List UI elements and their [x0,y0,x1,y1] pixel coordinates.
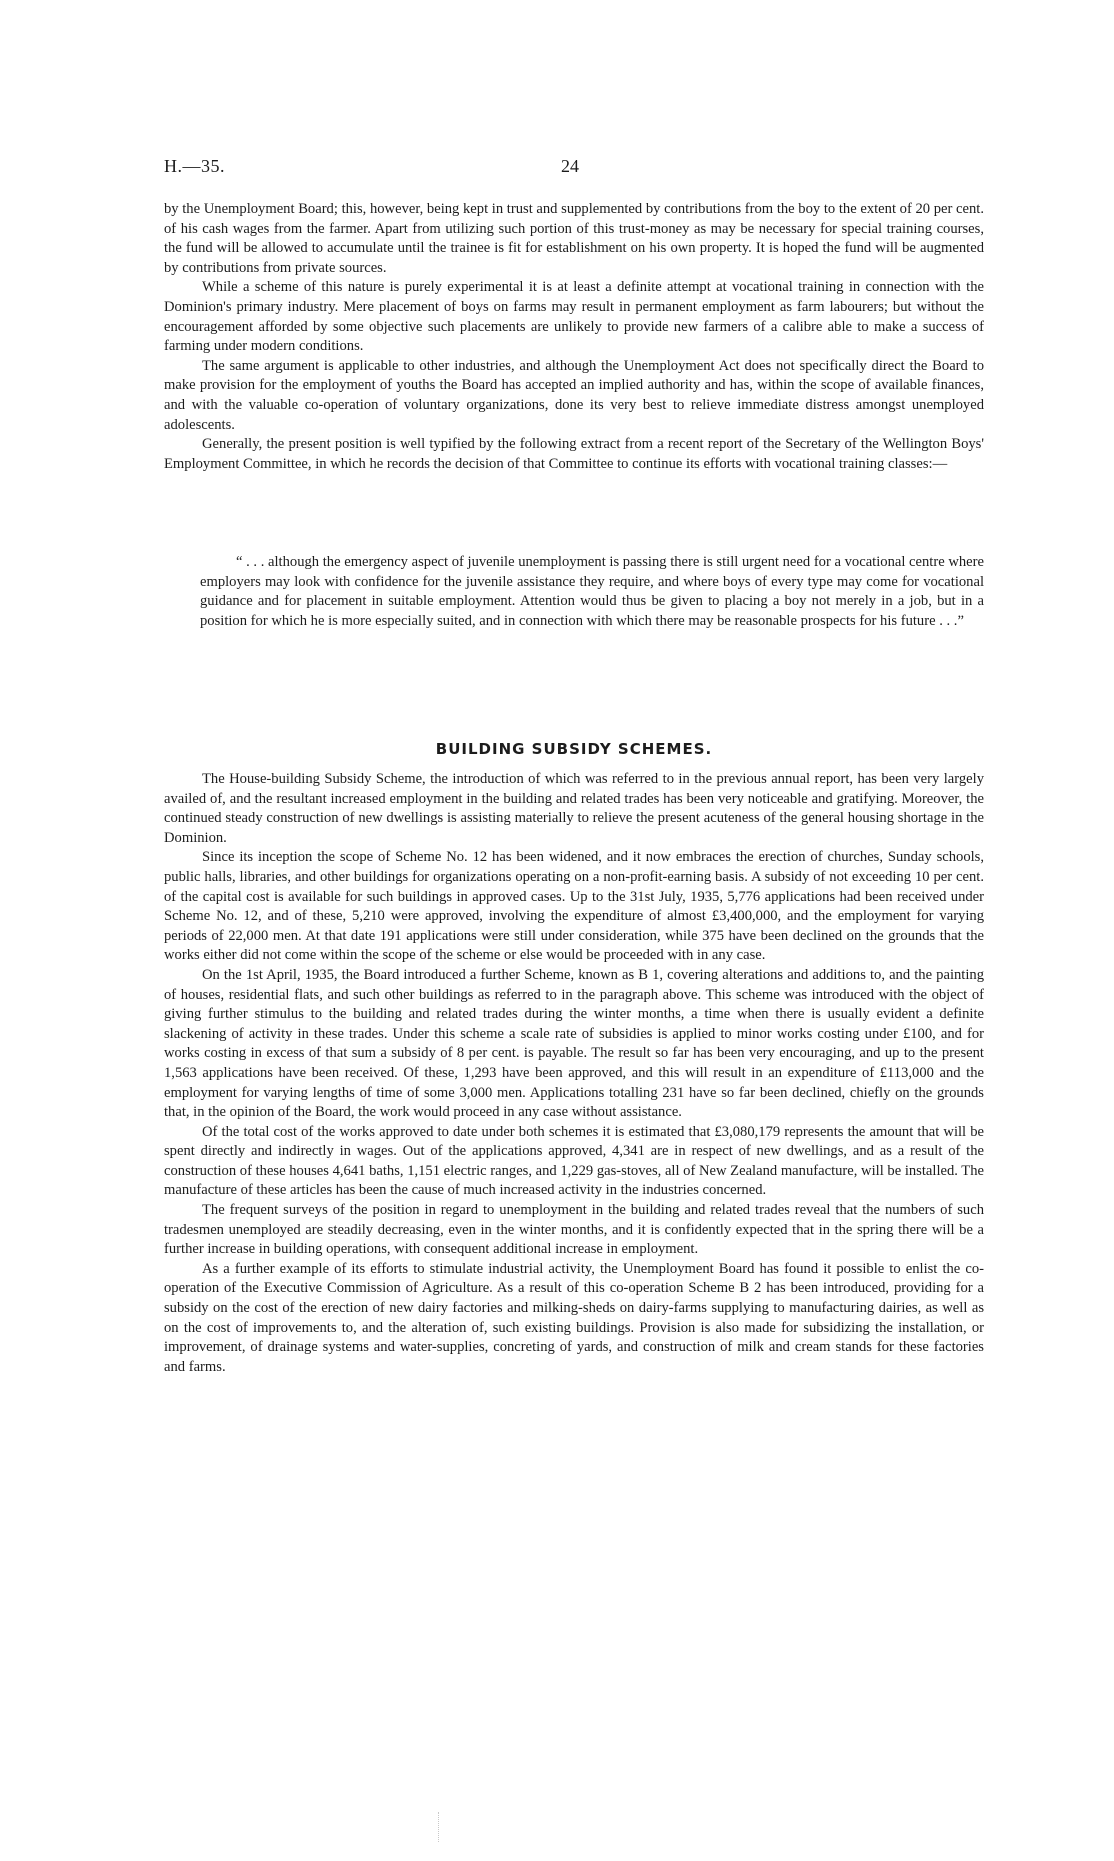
document-reference: H.—35. [164,156,225,176]
paragraph: The frequent surveys of the position in regard to unemployment in the building and related trades reveal that the numbers of such tradesmen unemployed are steadily decreasing, even in the winter months, and it is confidently expected that in the spring there will be a further increase in building operations, with consequent additional increase in employment. [164,1202,984,1258]
section-heading: BUILDING SUBSIDY SCHEMES. [435,740,713,758]
paragraph: On the 1st April, 1935, the Board introduced a further Scheme, known as B 1, covering alterations and additions to, and the painting of houses, residential flats, and such other buildings as referred to in the paragraph above. This scheme was introduced with the object of giving further stimulus to the building and related trades during the winter months, a time when there is usually evident a definite slackening of activity in these trades. Under this scheme a scale rate of subsidies is applied to minor works costing under £100, and for works costing in excess of that sum a subsidy of 8 per cent. is payable. The result so far has been very encouraging, and up to the present 1,563 applications have been received. Of these, 1,293 have been approved, and this will result in an expenditure of £113,000 and the employment for varying lengths of time of some 3,000 men. Applications totalling 231 have so far been declined, chiefly on the grounds that, in the opinion of the Board, the work would proceed in any case without assistance. [164,966,984,1121]
quote-text: “ . . . although the emergency aspect of juvenile unemployment is passing there is still urgent need for a vocational centre where employers may look with confidence for the juvenile assistance they require, and where boys of every type may come for vocational guidance and for placement in suitable employment. Attention would thus be given to placing a boy not merely in a job, but in a position for which he is more especially suited, and in connection with which there may be reasonable prospects for his future . . .” [200,554,984,629]
block-quote [200,553,984,631]
page-header [164,156,984,184]
scan-mark [438,1812,440,1842]
paragraph-continuation: by the Unemployment Board; this, however, being kept in trust and supplemented by contributions from the boy to the extent of 20 per cent. of his cash wages from the farmer. Apart from utilizing such portion of this trust-money as may be necessary for special training courses, the fund will be allowed to accumulate until the trainee is fit for establishment on his own property. It is hoped the fund will be augmented by contributions from private sources. [164,201,984,276]
intro-text-block [164,200,984,474]
page-number: 24 [561,156,579,176]
paragraph: As a further example of its efforts to stimulate industrial activity, the Unemployment Board has found it possible to enlist the co-operation of the Executive Commission of Agriculture. As a result of this co-operation Scheme B 2 has been introduced, providing for a subsidy on the cost of the erection of new dairy factories and milking-sheds on dairy-farms supplying to manufacturing dairies, as well as on the cost of improvements to, and the alteration of, such existing buildings. Provision is also made for subsidizing the installation, or improvement, of drainage systems and water-supplies, concreting of yards, and construction of milk and cream stands for these factories and farms. [164,1260,984,1375]
section-text-block [164,770,984,1377]
paragraph: The same argument is applicable to other industries, and although the Unemployment Act does not specifically direct the Board to make provision for the employment of youths the Board has accepted an implied authority and has, within the scope of available finances, and with the valuable co-operation of voluntary organizations, done its very best to relieve immediate distress amongst unemployed adolescents. [164,357,984,433]
paragraph: While a scheme of this nature is purely experimental it is at least a definite attempt at vocational training in connection with the Dominion's primary industry. Mere placement of boys on farms may result in permanent employment as farm labourers; but without the encouragement afforded by some objective such placements are unlikely to provide new farmers of a calibre able to make a success of farming under modern conditions. [164,279,984,355]
paragraph: Of the total cost of the works approved to date under both schemes it is estimated that £3,080,179 represents the amount that will be spent directly and indirectly in wages. Out of the applications approved, 4,341 are in respect of new dwellings, and as a result of the construction of these houses 4,641 baths, 1,151 electric ranges, and 1,229 gas-stoves, all of New Zealand manufacture, will be installed. The manufacture of these articles has been the cause of much increased activity in the industries concerned. [164,1123,984,1199]
paragraph: Since its inception the scope of Scheme No. 12 has been widened, and it now embraces the erection of churches, Sunday schools, public halls, libraries, and other buildings for organizations operating on a non-profit-earning basis. A subsidy of not exceeding 10 per cent. of the capital cost is available for such buildings in approved cases. Up to the 31st July, 1935, 5,776 applications had been received under Scheme No. 12, and of these, 5,210 were approved, involving the expenditure of almost £3,400,000, and the employment for varying periods of 22,000 men. At that date 191 applications were still under consideration, while 375 have been declined on the grounds that the works either did not come within the scope of the scheme or else would be proceeded with in any case. [164,849,984,964]
paragraph: The House-building Subsidy Scheme, the introduction of which was referred to in the previous annual report, has been very largely availed of, and the resultant increased employment in the building and related trades has been very noticeable and gratifying. Moreover, the continued steady construction of new dwellings is assisting materially to relieve the present acuteness of the general housing shortage in the Dominion. [164,771,984,846]
paragraph: Generally, the present position is well typified by the following extract from a recent report of the Secretary of the Wellington Boys' Employment Committee, in which he records the decision of that Committee to continue its efforts with vocational training classes:— [164,436,984,472]
